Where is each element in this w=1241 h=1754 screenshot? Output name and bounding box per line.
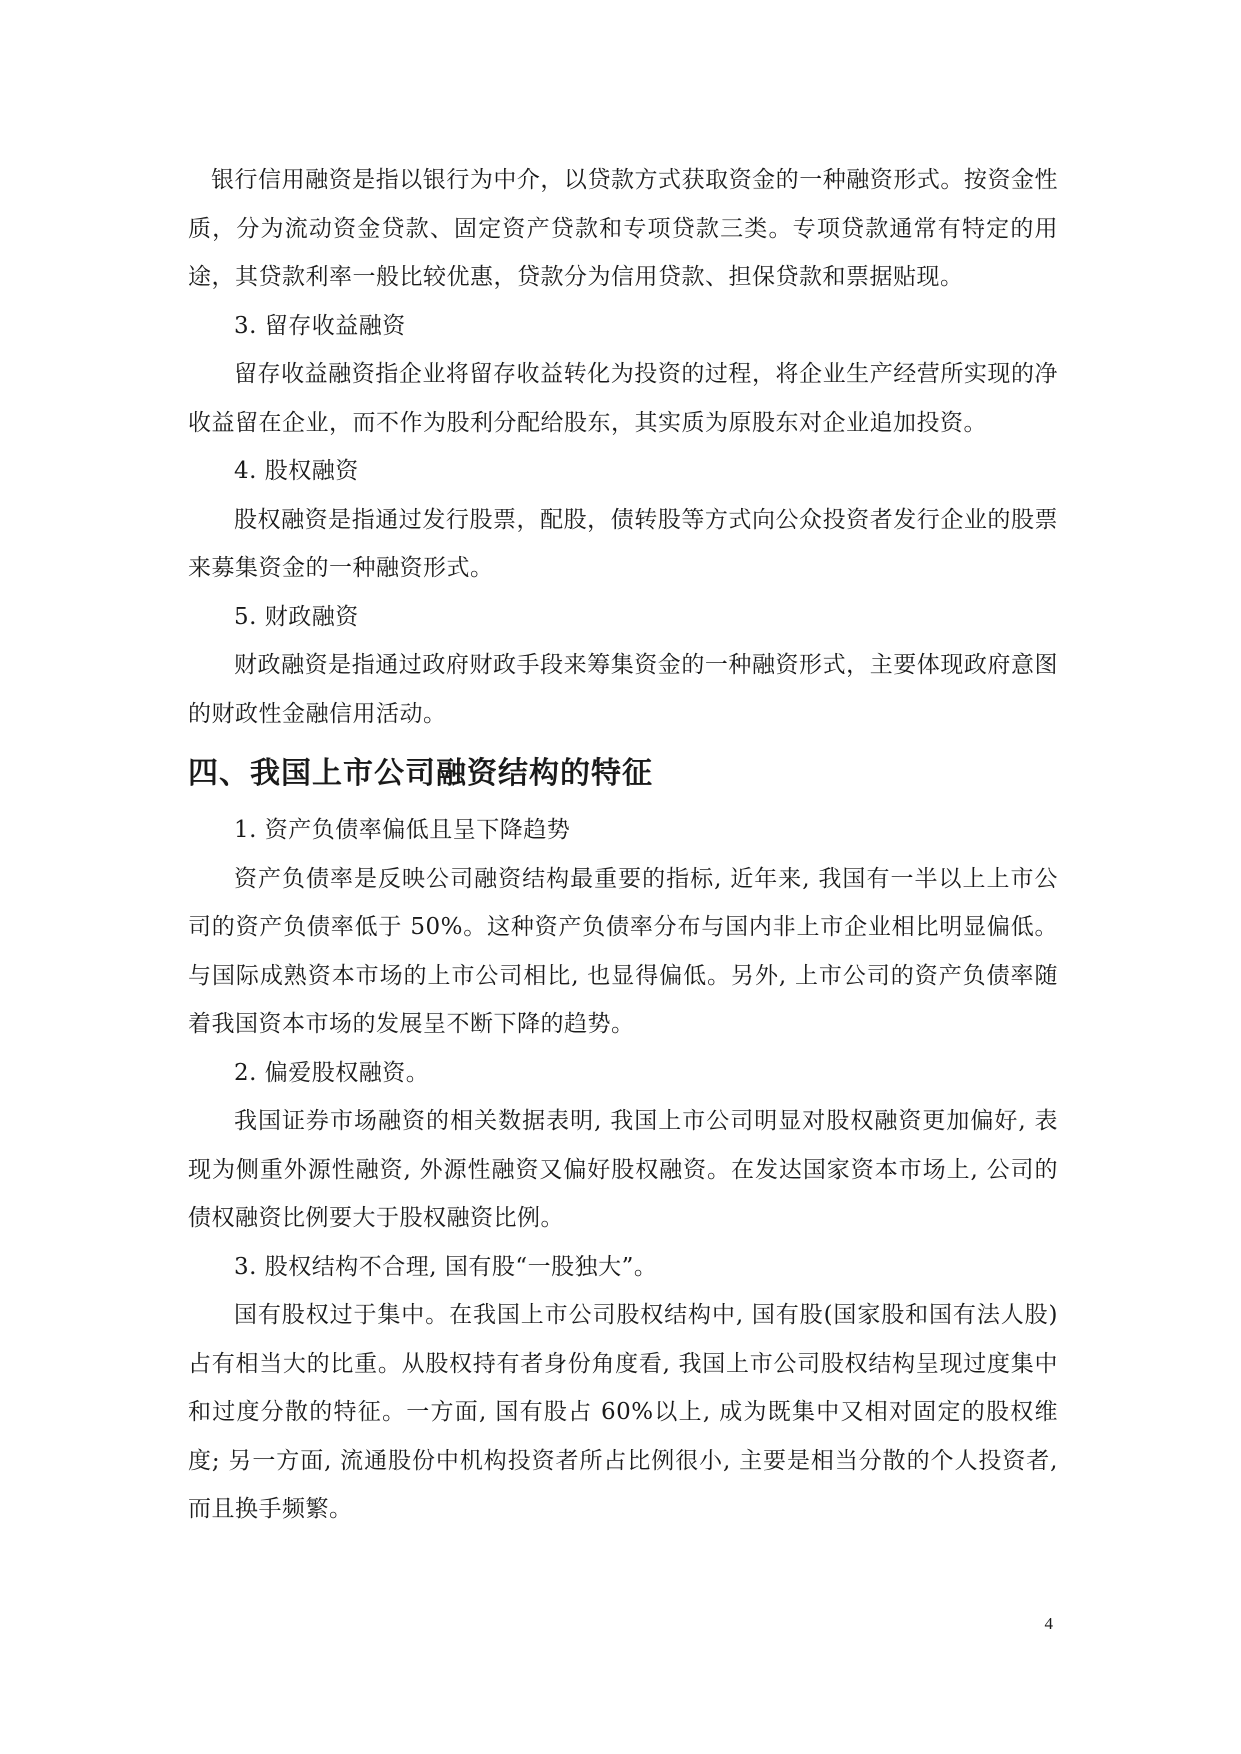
bank-credit-description: 银行信用融资是指以银行为中介，以贷款方式获取资金的一种融资形式。按资金性质，分为流动资金贷款、固定资产贷款和专项贷款三类。专项贷款通常有特定的用途，其贷款利率一般比较优惠，贷款分为信用贷款、担保贷款和票据贴现。 [188, 167, 1058, 290]
debt-ratio-description: 资产负债率是反映公司融资结构最重要的指标, 近年来, 我国有一半以上上市公司的资产负债率低于 50%。这种资产负债率分布与国内非上市企业相比明显偏低。与国际成熟资本市场的上市公司相比, 也显得偏低。另外, 上市公司的资产负债率随着我国资本市场的发展呈不断下降的趋势。 [188, 865, 1058, 1037]
ownership-structure-description: 国有股权过于集中。在我国上市公司股权结构中, 国有股(国家股和国有法人股)占有相当大的比重。从股权持有者身份角度看, 我国上市公司股权结构呈现过度集中和过度分散的特征。一方面, 国有股占 60%以上, 成为既集中又相对固定的股权维度; 另一方面, 流通股份中机构投资者所占比例很小, 主要是相当分散的个人投资者, 而且换手频繁。 [188, 1302, 1058, 1522]
page-content [188, 156, 1058, 1534]
equity-preference-description: 我国证券市场融资的相关数据表明, 我国上市公司明显对股权融资更加偏好, 表现为侧重外源性融资, 外源性融资又偏好股权融资。在发达国家资本市场上, 公司的债权融资比例要大于股权融资比例。 [188, 1108, 1058, 1231]
section-four-heading: 四、我国上市公司融资结构的特征 [188, 756, 653, 791]
fiscal-financing-heading: 5. 财政融资 [234, 603, 359, 630]
equity-financing-heading: 4. 股权融资 [234, 458, 359, 484]
debt-ratio-heading: 1. 资产负债率偏低且呈下降趋势 [234, 817, 571, 843]
retained-earnings-description: 留存收益融资指企业将留存收益转化为投资的过程，将企业生产经营所实现的净收益留在企业，而不作为股利分配给股东，其实质为原股东对企业追加投资。 [188, 361, 1058, 436]
fiscal-financing-description: 财政融资是指通过政府财政手段来筹集资金的一种融资形式，主要体现政府意图的财政性金融信用活动。 [188, 652, 1058, 727]
ownership-structure-heading: 3. 股权结构不合理, 国有股“一股独大”。 [234, 1253, 658, 1280]
equity-financing-description: 股权融资是指通过发行股票，配股，债转股等方式向公众投资者发行企业的股票来募集资金的一种融资形式。 [188, 506, 1058, 581]
page-number: 4 [1044, 1614, 1053, 1633]
retained-earnings-heading: 3. 留存收益融资 [234, 312, 406, 339]
equity-preference-heading: 2. 偏爱股权融资。 [234, 1059, 430, 1086]
